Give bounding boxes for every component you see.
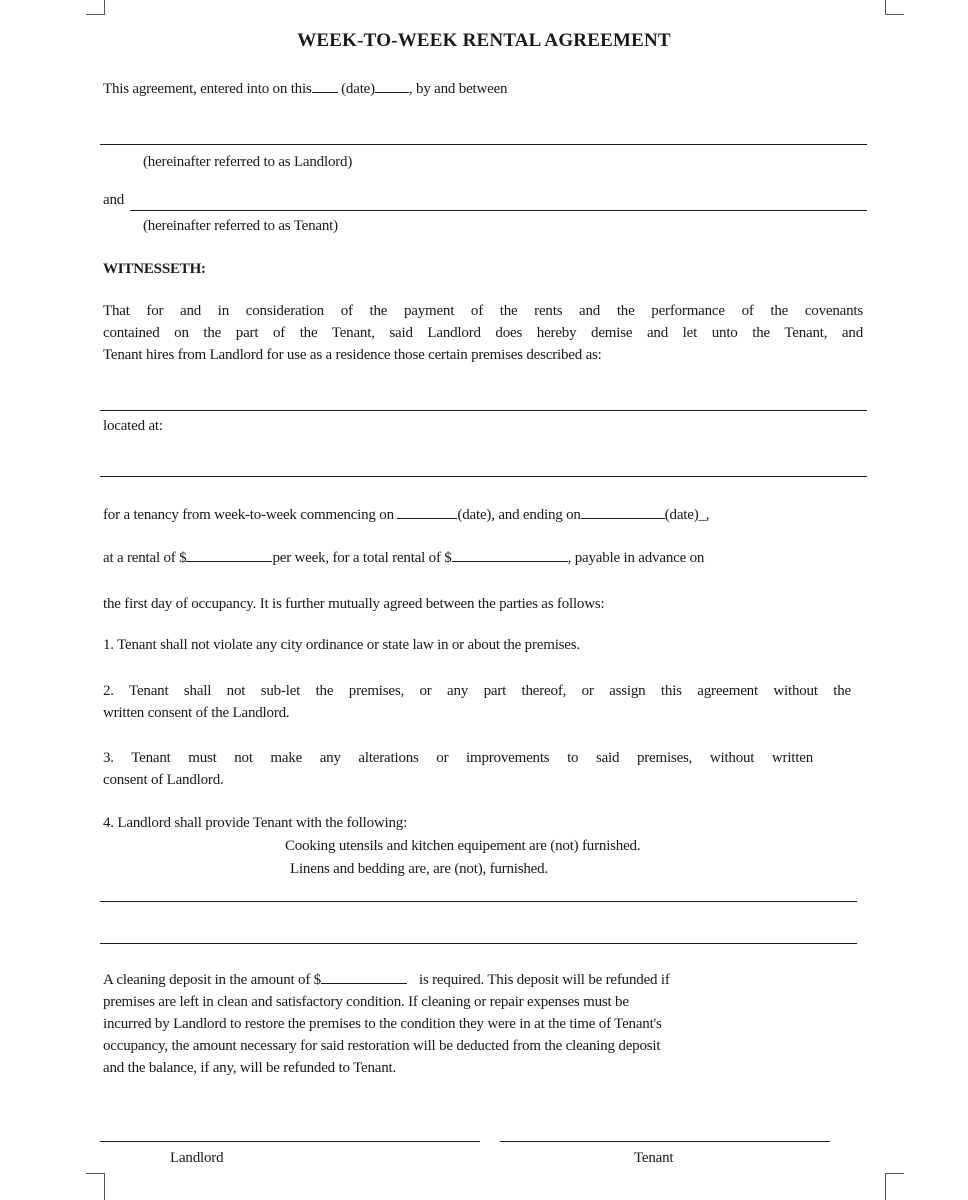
tenancy-line [103,506,709,524]
deposit-line: premises are left in clean and satisfactory condition. If cleaning or repair expenses must be [103,994,629,1010]
tenant-signature-line [500,1141,830,1142]
date-blank [312,80,338,93]
intro-text-3: , by and between [408,81,508,97]
deposit-line: incurred by Landlord to restore the premises to the condition they were in at the time of Tenant's [103,1016,662,1032]
start-date-blank [397,506,457,519]
deposit-line: occupancy, the amount necessary for said restoration will be deducted from the cleaning deposit [103,1038,661,1054]
date-blank-2 [375,80,409,93]
clause-1: 1. Tenant shall not violate any city ordinance or state law in or about the premises. [103,637,580,653]
deposit-text-2: is required. This deposit will be refunded if [418,972,670,988]
rental-text-1: at a rental of $ [103,550,187,566]
additional-items-line-2 [100,943,857,944]
deposit-text-1: A cleaning deposit in the amount of $ [103,972,321,988]
clause-3-line: consent of Landlord. [103,772,224,788]
clause-3-line: 3. Tenant must not make any alterations or improvements to said premises, without written [103,750,813,766]
deposit-amount-blank [321,971,407,984]
rental-line [103,549,704,567]
document-title: WEEK-TO-WEEK RENTAL AGREEMENT [297,30,671,51]
intro-text-1: This agreement, entered into on this [103,81,312,97]
crop-mark-bottom-left [86,1173,105,1200]
consideration-line: That for and in consideration of the payment of the rents and the performance of the covenants [103,303,863,319]
rental-text-2: per week, for a total rental of $ [272,550,452,566]
location-line [100,476,867,477]
clause-4-item: Cooking utensils and kitchen equipement are (not) furnished. [285,838,641,854]
intro-line [103,80,507,98]
end-date-blank [581,506,665,519]
landlord-name-line [100,144,867,145]
intro-text-2: (date) [341,81,375,97]
tenancy-text-4: _, [698,507,710,523]
tenancy-text-2: (date), and ending on [457,507,581,523]
witnesseth-heading: WITNESSETH: [103,261,206,277]
clause-2-line: 2. Tenant shall not sub-let the premises, or any part thereof, or assign this agreement without the [103,683,851,699]
tenancy-text-3: (date) [664,507,699,523]
clause-2 [103,680,851,724]
additional-items-line-1 [100,901,857,902]
clause-2-line: written consent of the Landlord. [103,705,290,721]
weekly-rent-blank [186,549,272,562]
clause-4-item: Linens and bedding are, are (not), furnished. [290,861,548,877]
total-rent-blank [452,549,568,562]
consideration-line: Tenant hires from Landlord for use as a residence those certain premises described as: [103,347,602,363]
crop-mark-top-right [885,0,904,15]
crop-mark-bottom-right [885,1173,904,1200]
tenant-note: (hereinafter referred to as Tenant) [143,218,338,234]
located-at-label: located at: [103,418,163,434]
deposit-paragraph [103,969,833,1079]
clause-4: 4. Landlord shall provide Tenant with the following: [103,815,408,831]
landlord-signature-line [100,1141,480,1142]
landlord-note: (hereinafter referred to as Landlord) [143,154,353,170]
landlord-signature-label: Landlord [170,1150,224,1166]
crop-mark-top-left [86,0,105,15]
tenancy-text-1: for a tenancy from week-to-week commencing on [103,507,394,523]
consideration-paragraph [103,300,863,366]
deposit-first-line [103,969,833,991]
deposit-line: and the balance, if any, will be refunded to Tenant. [103,1060,397,1076]
premises-description-line [100,410,867,411]
clause-3 [103,747,813,791]
and-label: and [103,192,125,208]
rental-text-3: , payable in advance on [567,550,705,566]
consideration-line: contained on the part of the Tenant, said Landlord does hereby demise and let unto the Tenant, and [103,325,863,341]
tenant-signature-label: Tenant [634,1150,674,1166]
first-day-line: the first day of occupancy. It is further mutually agreed between the parties as follows: [103,596,605,612]
tenant-name-line [130,210,867,211]
